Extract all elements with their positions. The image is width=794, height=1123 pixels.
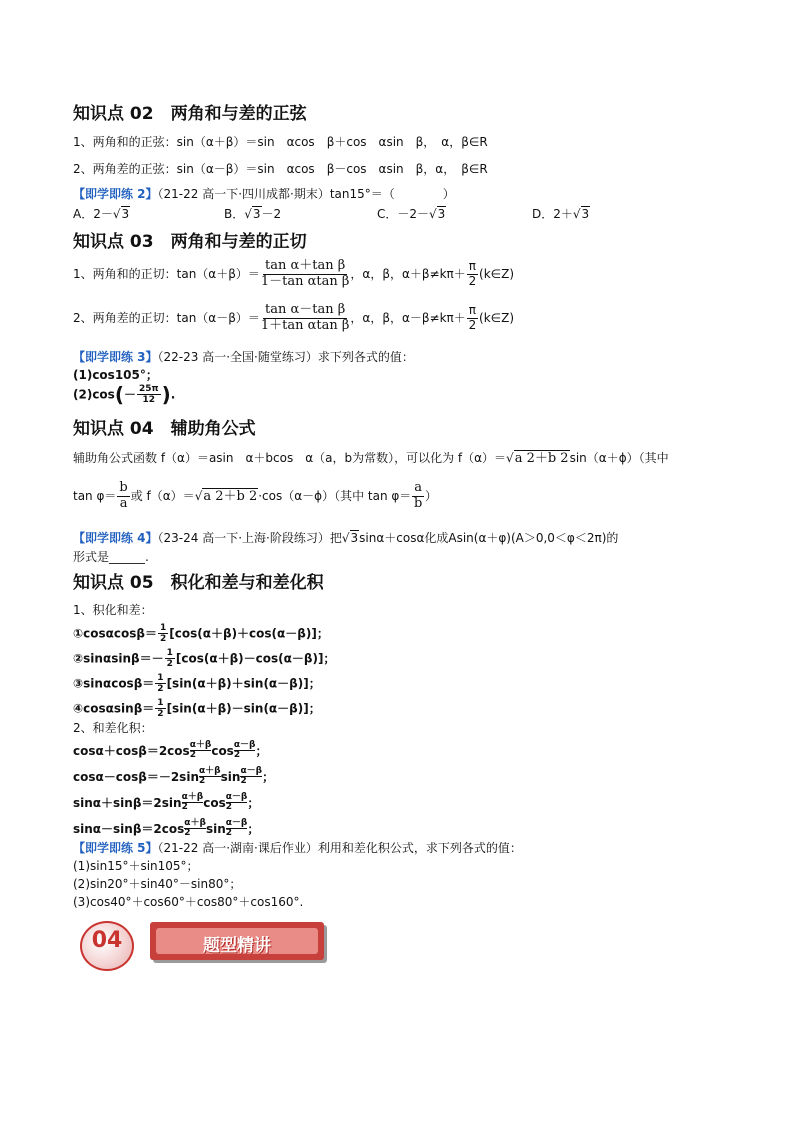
exercise-4-line2: 形式是______. bbox=[73, 550, 149, 564]
exercise-text: （21-22 高一下·四川成都·期末）tan15°＝（ ） bbox=[157, 187, 455, 201]
s04-line2: tan φ＝ $\frac{b}{a}$ 或 f（α）＝√a 2＋b 2·cos（α－ϕ）（其中 tan φ＝ $\frac{a}{b}$ ） bbox=[73, 480, 438, 511]
exercise-3-q2: (2)cos(－ $\frac{25\pi}{12}$ ). bbox=[73, 382, 176, 407]
exercise-5-q3: (3)cos40°＋cos60°＋cos80°＋cos160°. bbox=[73, 895, 304, 909]
s2p-row2: cosα－cosβ＝－2sin $\frac{\alpha+\beta}{2}$ sin $\frac{\alpha-\beta}{2}$ ； bbox=[73, 766, 275, 786]
s2p-row4: sinα－sinβ＝2cos $\frac{\alpha+\beta}{2}$ sin $\frac{\alpha-\beta}{2}$ ； bbox=[73, 818, 260, 838]
s04-line1: 辅助角公式函数 f（α）＝asin α＋bcos α（a，b为常数），可以化为 f（α）＝√a 2＋b 2sin（α＋ϕ）（其中 bbox=[73, 451, 669, 466]
section-03-title: 知识点 03 两角和与差的正切 bbox=[73, 232, 307, 252]
section-02-title: 知识点 02 两角和与差的正弦 bbox=[73, 104, 307, 124]
s02-line1: 1、两角和的正弦：sin（α＋β）＝sin αcos β＋cos αsin β， α，β∈R bbox=[73, 135, 488, 149]
section-04-title: 知识点 04 辅助角公式 bbox=[73, 419, 256, 439]
section-badge-number: 04 bbox=[91, 928, 123, 953]
p2s-row2: ②sinαsinβ＝－ $\frac{1}{2}$ [cos(α＋β)－cos(α－β)]； bbox=[73, 648, 336, 670]
s2p-row1: cosα＋cosβ＝2cos $\frac{\alpha+\beta}{2}$ cos $\frac{\alpha-\beta}{2}$ ； bbox=[73, 740, 268, 760]
option-d: D．2＋√3 bbox=[532, 207, 590, 221]
exercise-5-q2: (2)sin20°＋sin40°－sin80°； bbox=[73, 877, 242, 891]
option-c: C．－2－√3 bbox=[377, 207, 446, 221]
section-05-title: 知识点 05 积化和差与和差化积 bbox=[73, 573, 324, 593]
exercise-3-q1: (1)cos105°； bbox=[73, 368, 158, 382]
exercise-5-q1: (1)sin15°＋sin105°； bbox=[73, 859, 199, 873]
exercise-tag: 【即学即练 2】 bbox=[73, 187, 158, 201]
s03-line2: 2、两角差的正切：tan（α－β）＝ $\frac{\text{tan α－tan β}}{\text{1＋tan αtan β}}$ ，α，β，α－β≠kπ＋ $\frac{\pi}{2}$ (k∈Z) bbox=[73, 302, 515, 333]
s02-line2: 2、两角差的正弦：sin（α－β）＝sin αcos β－cos αsin β，α， β∈R bbox=[73, 162, 488, 176]
exercise-3: 【即学即练 3】（22-23 高一·全国·随堂练习）求下列各式的值： bbox=[73, 350, 414, 364]
exercise-5: 【即学即练 5】（21-22 高一·湖南·课后作业）利用和差化积公式，求下列各式的值： bbox=[73, 841, 522, 855]
s2p-row3: sinα＋sinβ＝2sin $\frac{\alpha+\beta}{2}$ cos $\frac{\alpha-\beta}{2}$ ； bbox=[73, 792, 260, 812]
p2s-row4: ④cosαsinβ＝ $\frac{1}{2}$ [sin(α＋β)－sin(α－β)]； bbox=[73, 698, 321, 720]
s05-part1: 1、积化和差： bbox=[73, 603, 153, 617]
exercise-2 bbox=[73, 186, 455, 202]
option-a: A．2－√3 bbox=[73, 207, 130, 221]
p2s-row1: ①cosαcosβ＝ $\frac{1}{2}$ [cos(α＋β)＋cos(α－β)]； bbox=[73, 623, 329, 645]
p2s-row3: ③sinαcosβ＝ $\frac{1}{2}$ [sin(α＋β)＋sin(α－β)]； bbox=[73, 673, 321, 695]
exercise-4: 【即学即练 4】（23-24 高一下·上海·阶段练习）把√3sinα＋cosα化成Asin(α＋φ)(A＞0,0＜φ＜2π)的 bbox=[73, 531, 619, 545]
option-b: B．√3－2 bbox=[224, 207, 282, 221]
s05-part2: 2、和差化积： bbox=[73, 721, 153, 735]
s03-line1: 1、两角和的正切：tan（α＋β）＝ $\frac{\text{tan α＋tan β}}{\text{1－tan αtan β}}$ ，α，β，α＋β≠kπ＋ $\frac{\pi}{2}$ (k∈Z) bbox=[73, 258, 515, 289]
section-banner-label: 题型精讲 bbox=[203, 936, 271, 956]
